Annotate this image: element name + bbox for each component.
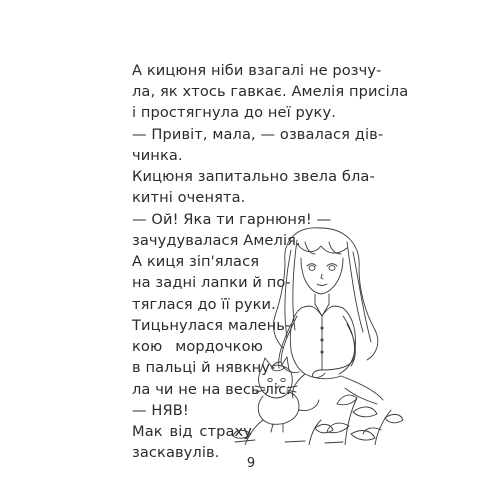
text-line: А киця зіп'ялася <box>132 253 260 270</box>
text-line: — Привіт, мала, — озвалася дів- <box>132 126 384 143</box>
text-line: А кицюня ніби взагалі не розчу- <box>132 62 382 79</box>
text-line: тяглася до її руки. <box>132 296 276 313</box>
girl-with-kitten-illustration <box>225 220 405 445</box>
text-line: китні оченята. <box>132 189 246 206</box>
text-line: ла, як хтось гавкає. Амелія присіла <box>132 83 409 100</box>
text-line: ла чи не на весь ліс: <box>132 381 292 398</box>
page-number: 9 <box>246 456 256 471</box>
text-line: Кицюня запитально звела бла- <box>132 168 375 185</box>
text-line: Мак від страху <box>132 423 252 440</box>
text-line: і простягнула до неї руку. <box>132 104 336 121</box>
text-line: зачудувалася Амелія. <box>132 232 301 249</box>
text-line: в пальці й нявкну- <box>132 359 276 376</box>
text-line: заскавулів. <box>132 444 220 461</box>
text-line: чинка. <box>132 147 183 164</box>
text-line: — НЯВ! <box>132 402 189 419</box>
text-line: — Ой! Яка ти гарнюня! — <box>132 211 332 228</box>
text-line: кою мордочкою <box>132 338 263 355</box>
text-line: на задні лапки й по- <box>132 274 291 291</box>
text-line: Тицьнулася малень- <box>132 317 291 334</box>
